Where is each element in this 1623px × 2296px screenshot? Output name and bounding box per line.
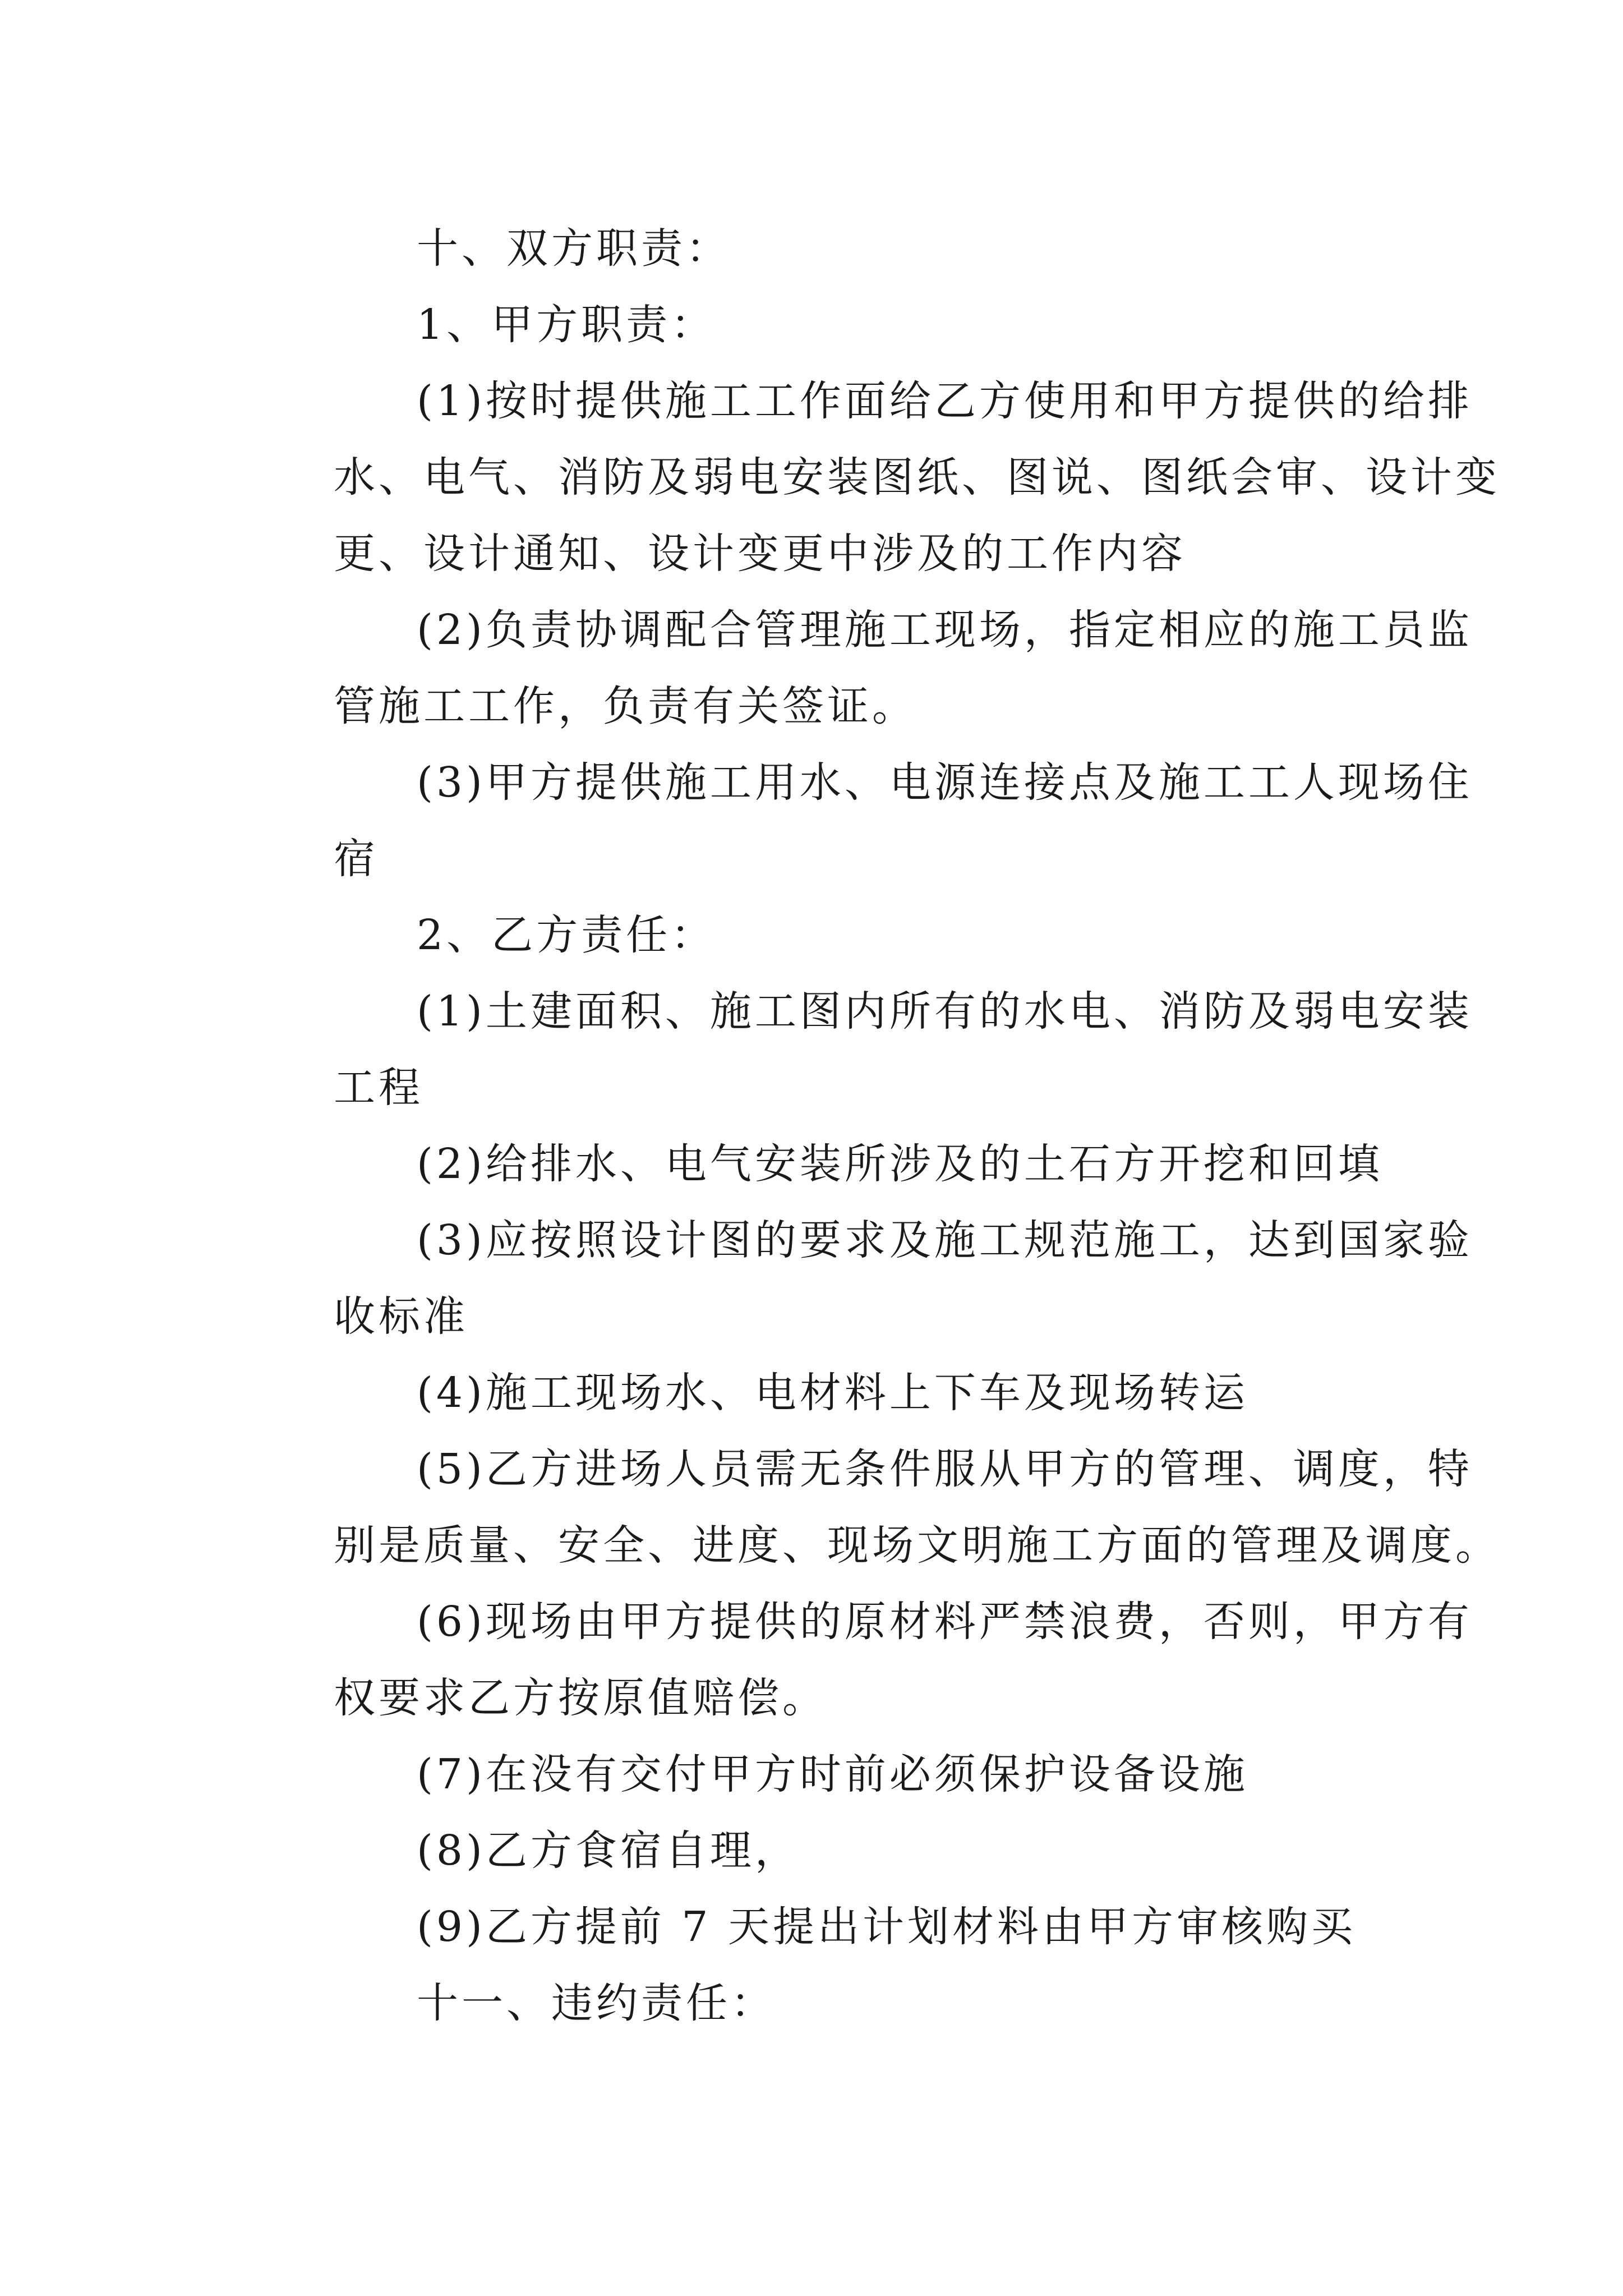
clause-a-3: [251, 744, 1473, 897]
clause-b-1: [251, 973, 1473, 1126]
text-line: 权要求乙方按原值赔偿。: [334, 1674, 827, 1722]
text-line: (6)现场由甲方提供的原材料严禁浪费，否则，甲方有: [417, 1598, 1473, 1646]
text-line: 1、甲方职责：: [417, 301, 716, 349]
subheading-party-a: [251, 287, 1395, 363]
text-line: (5)乙方进场人员需无条件服从甲方的管理、调度，特: [417, 1445, 1473, 1493]
clause-b-6: [251, 1584, 1473, 1736]
clause-b-5: [251, 1431, 1500, 1584]
clause-a-1: [251, 363, 1500, 592]
text-line: 别是质量、安全、进度、现场文明施工方面的管理及调度。: [334, 1521, 1500, 1570]
clause-b-4: [251, 1355, 1395, 1431]
text-line: 工程: [334, 1064, 423, 1112]
clause-a-2: [251, 592, 1473, 744]
clause-b-7: [251, 1736, 1395, 1812]
text-line: 十一、违约责任：: [417, 1979, 776, 2027]
clause-b-2: [251, 1126, 1395, 1202]
text-line: (9)乙方提前 7 天提出计划材料由甲方审核购买: [417, 1903, 1356, 1951]
text-line: (2)负责协调配合管理施工现场，指定相应的施工员监: [417, 606, 1473, 654]
text-line: (3)应按照设计图的要求及施工规范施工，达到国家验: [417, 1216, 1473, 1264]
text-line: (8)乙方食宿自理，: [417, 1826, 800, 1875]
text-line: 十、双方职责：: [417, 224, 731, 273]
text-line: (2)给排水、电气安装所涉及的土石方开挖和回填: [417, 1140, 1383, 1188]
text-line: 更、设计通知、设计变更中涉及的工作内容: [334, 530, 1186, 578]
text-line: (1)土建面积、施工图内所有的水电、消防及弱电安装: [417, 987, 1473, 1036]
section-heading-11: [251, 1965, 1395, 2041]
text-line: (3)甲方提供施工用水、电源连接点及施工工人现场住: [417, 758, 1473, 807]
clause-b-9: [251, 1889, 1395, 1965]
text-line: 收标准: [334, 1292, 468, 1341]
clause-b-3: [251, 1202, 1473, 1355]
text-line: (1)按时提供施工工作面给乙方使用和甲方提供的给排: [417, 377, 1473, 425]
section-heading-10: [251, 210, 1395, 287]
subheading-party-b: [251, 897, 1395, 973]
text-line: (4)施工现场水、电材料上下车及现场转运: [417, 1369, 1248, 1417]
text-line: (7)在没有交付甲方时前必须保护设备设施: [417, 1750, 1248, 1798]
text-line: 宿: [334, 835, 379, 883]
text-line: 水、电气、消防及弱电安装图纸、图说、图纸会审、设计变: [334, 453, 1500, 501]
text-line: 管施工工作，负责有关签证。: [334, 682, 917, 730]
clause-b-8: [251, 1812, 1395, 1889]
text-line: 2、乙方责任：: [417, 911, 716, 959]
document-body: [251, 210, 1500, 2041]
